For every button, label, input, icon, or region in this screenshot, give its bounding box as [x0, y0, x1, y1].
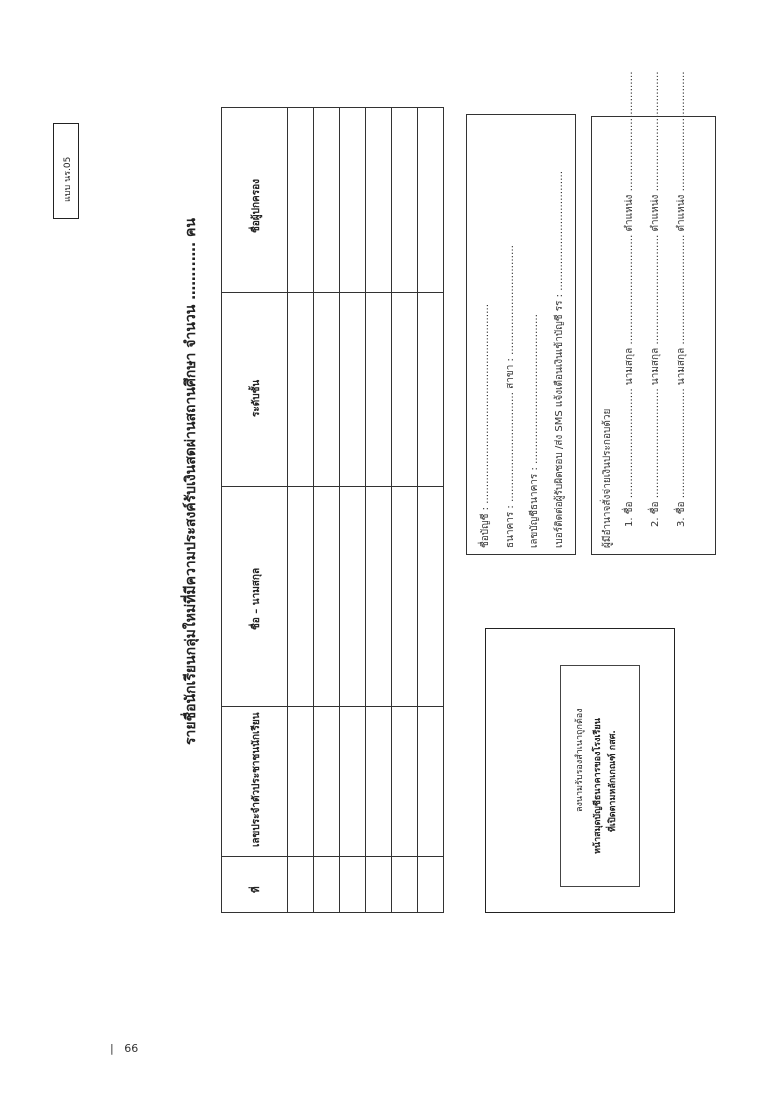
stamp-line-3: ที่เปิดตามหลักเกณฑ์ กสศ. — [608, 730, 618, 832]
page-number-value: 66 — [124, 1042, 139, 1055]
table-row-divider — [365, 107, 366, 913]
table-header-divider — [287, 107, 288, 913]
header-guardian: ชื่อผู้ปกครอง — [251, 178, 262, 233]
table-row-divider — [391, 107, 392, 913]
account-bank: ธนาคาร : …………………………… สาขา : …………………………… — [505, 244, 516, 548]
table-col-divider — [221, 856, 444, 857]
signer-row: 1. ชื่อ …………………………… นามสกุล …………………………… ตำแหน่ง ……………………………… — [624, 71, 635, 527]
table-row-divider — [313, 107, 314, 913]
table-col-divider — [221, 486, 444, 487]
signer-row: 2. ชื่อ …………………………… นามสกุล …………………………… ตำแหน่ง ……………………………… — [650, 71, 661, 527]
table-row-divider — [339, 107, 340, 913]
account-contact: เบอร์ติดต่อผู้รับผิดชอบ /ส่ง SMS แจ้งเตือนเงินเข้าบัญชี รร : ……………………………… — [554, 170, 565, 548]
form-code: แบบ นร.05 — [63, 156, 73, 202]
signers-heading: ผู้มีอำนาจสั่งจ่ายเงินประกอบด้วย — [602, 408, 613, 548]
header-no: ที่ — [251, 886, 262, 893]
stamp-line-1: ลงนามรับรองสำเนาถูกต้อง — [575, 708, 585, 812]
table-col-divider — [221, 292, 444, 293]
stamp-line-2: หน้าสมุดบัญชีธนาคารของโรงเรียน — [593, 718, 603, 854]
header-name: ชื่อ – นามสกุล — [251, 567, 262, 630]
page-title: รายชื่อนักเรียนกลุ่มใหม่ที่มีความประสงค์รับเงินสดผ่านสถานศึกษา จำนวน ……..…. คน — [183, 218, 199, 745]
account-number: เลขบัญชีธนาคาร : ……………………………………… — [529, 314, 540, 548]
header-grade: ระดับชั้น — [251, 379, 262, 417]
page-number — [110, 1042, 138, 1055]
table-row-divider — [417, 107, 418, 913]
account-name: ชื่อบัญชี : …………………………………………………… — [480, 303, 491, 548]
header-citizen-id: เลขประจำตัวประชาชนนักเรียน — [251, 712, 262, 847]
page-marker: | — [110, 1042, 114, 1055]
table-col-divider — [221, 706, 444, 707]
signer-row: 3. ชื่อ …………………………… นามสกุล …………………………… ตำแหน่ง ……………………………… — [676, 71, 687, 527]
